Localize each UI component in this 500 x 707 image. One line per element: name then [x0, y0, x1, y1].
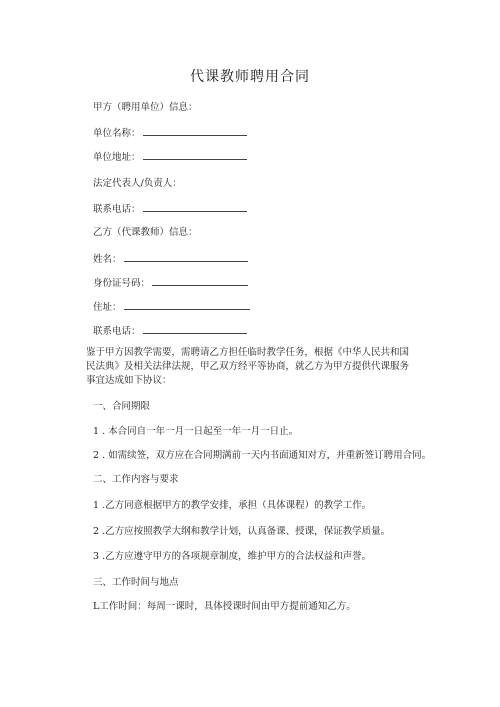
id-blank[interactable] — [152, 276, 248, 286]
unit-name-blank[interactable] — [143, 126, 247, 136]
address-blank[interactable] — [124, 300, 250, 310]
phone-b-blank[interactable] — [143, 324, 247, 334]
party-a-heading: 甲方（聘用单位）信息： — [93, 102, 198, 113]
section1-heading: 一、合同期限 — [93, 401, 151, 412]
s1-item2: 2 . 如需续签，双方应在合同期满前一天内书面通知对方，并重新签订聘用合同。 — [93, 450, 432, 461]
party-b-heading: 乙方（代课教师）信息： — [93, 227, 198, 238]
name-blank[interactable] — [124, 252, 248, 262]
id-label: 身份证号码： — [93, 278, 151, 289]
phone-b-row — [93, 324, 247, 338]
unit-name-label: 单位名称： — [93, 128, 141, 139]
s2-item3: 3 .乙方应遵守甲方的各项规章制度，维护甲方的合法权益和声誉。 — [93, 551, 372, 562]
unit-name-row — [93, 126, 247, 140]
s2-item2: 2 .乙方应按照教学大纲和教学计划，认真备课、授课，保证教学质量。 — [93, 526, 391, 537]
address-label: 住址： — [93, 302, 122, 313]
s2-item1: 1 .乙方同意根据甲方的教学安排，承担（具体课程）的教学工作。 — [93, 500, 372, 511]
document-title: 代课教师聘用合同 — [190, 69, 310, 85]
name-label: 姓名： — [93, 254, 122, 265]
s1-item1: 1 . 本合同自一年一月一日起至一年一月一日止。 — [93, 426, 299, 437]
phone-a-row — [93, 202, 247, 216]
phone-a-blank[interactable] — [143, 202, 247, 212]
unit-address-row — [93, 150, 247, 164]
unit-address-blank[interactable] — [143, 150, 247, 160]
section2-heading: 二、工作内容与要求 — [93, 474, 179, 485]
unit-address-label: 单位地址： — [93, 152, 141, 163]
legal-rep-label: 法定代表人/负责人： — [93, 178, 182, 189]
section3-heading: 三、工作时间与地点 — [93, 577, 179, 588]
phone-a-label: 联系电话： — [93, 204, 141, 215]
id-row — [93, 276, 248, 290]
s3-item1: L工作时间：每周一课时，具体授课时间由甲方提前通知乙方。 — [93, 601, 356, 612]
preamble-paragraph: 鉴于甲方因教学需要，需聘请乙方担任临时教学任务，根据《中华人民共和国民法典》及相关法律法规，甲乙双方经平等协商，就乙方为甲方提供代课服务事宜达成如下协议： — [86, 347, 410, 386]
address-row — [93, 300, 250, 314]
name-row — [93, 252, 248, 266]
phone-b-label: 联系电话： — [93, 326, 141, 337]
